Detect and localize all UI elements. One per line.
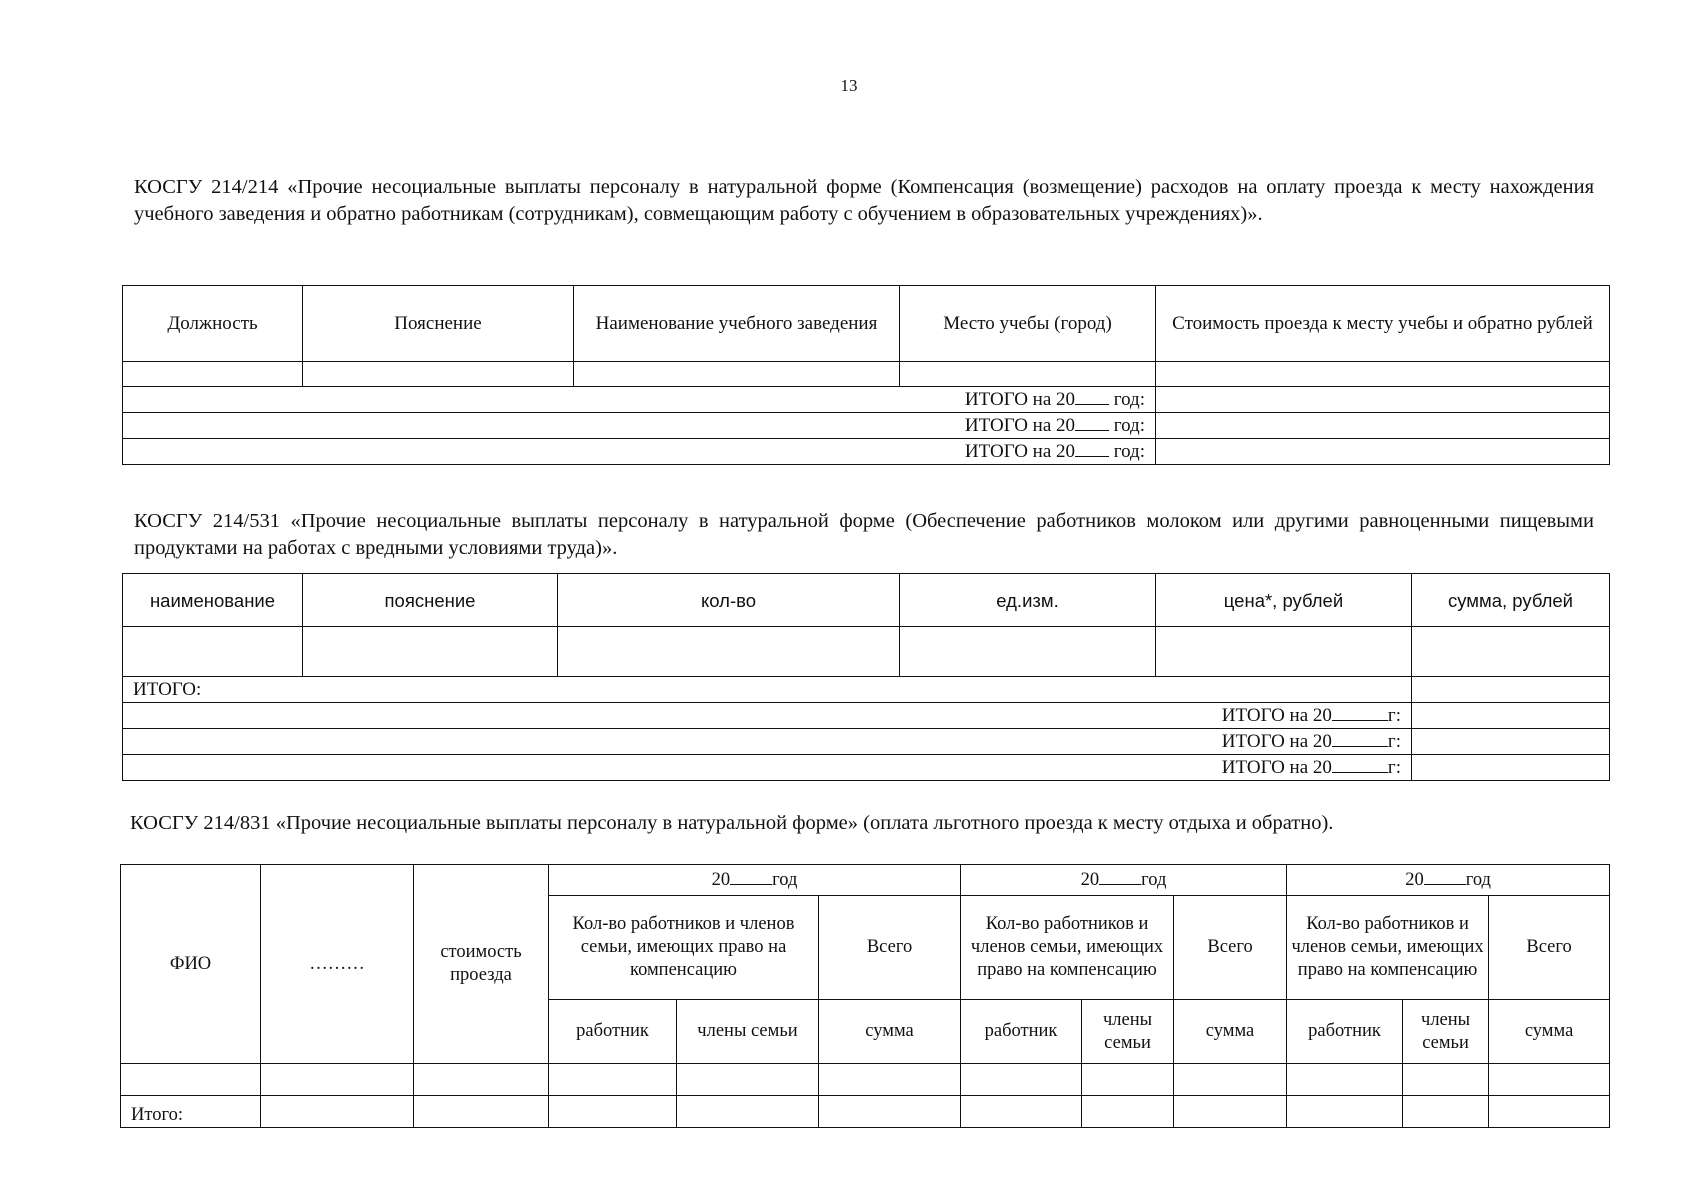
header-explanation: Пояснение (303, 286, 574, 362)
header-fio: ФИО (121, 865, 261, 1064)
section2-table (122, 573, 1610, 781)
table-cell (900, 627, 1156, 677)
sub-header-family: члены семьи (677, 1000, 819, 1064)
year-blank (730, 868, 772, 885)
table-cell (414, 1096, 549, 1128)
total-value (1412, 755, 1610, 781)
total-header-2: Всего (1174, 896, 1287, 1000)
year-blank (1099, 868, 1141, 885)
year-blank (1075, 414, 1109, 431)
table-cell (558, 627, 900, 677)
total-value (1412, 703, 1610, 729)
header-explanation: пояснение (303, 574, 558, 627)
total-value (1156, 439, 1610, 465)
year-header-2 (961, 865, 1287, 896)
section3-table (120, 864, 1610, 1128)
section1-paragraph: КОСГУ 214/214 «Прочие несоциальные выплаты персоналу в натуральной форме (Компенсация (возмещение) расходов на оплату проезда к месту нахождения учебного заведения и обратно работникам (сотрудникам), совмещающим работу с обучением в образовательных учреждениях)». (134, 176, 1594, 225)
year-blank (1332, 704, 1388, 721)
total-value (1412, 729, 1610, 755)
year-blank (1075, 388, 1109, 405)
table-cell (819, 1096, 961, 1128)
table-cell (1403, 1064, 1489, 1096)
table-cell (677, 1096, 819, 1128)
table-cell (961, 1096, 1082, 1128)
table-cell (1403, 1096, 1489, 1128)
eligible-count-header-1: Кол-во работников и членов семьи, имеющих право на компенсацию (549, 896, 819, 1000)
sub-header-worker: работник (961, 1000, 1082, 1064)
table-cell (574, 362, 900, 387)
sub-header-worker: работник (549, 1000, 677, 1064)
sub-header-worker: работник (1287, 1000, 1403, 1064)
total-header-1: Всего (819, 896, 961, 1000)
sub-header-sum: сумма (819, 1000, 961, 1064)
total-suffix: год: (1113, 441, 1145, 462)
sub-header-sum: сумма (1174, 1000, 1287, 1064)
table-cell (1156, 362, 1610, 387)
total-suffix: г: (1387, 757, 1401, 778)
table-cell (1082, 1096, 1174, 1128)
header-unit: ед.изм. (900, 574, 1156, 627)
table-cell (1412, 627, 1610, 677)
total-prefix: ИТОГО на 20 (1221, 731, 1332, 752)
year-blank (1424, 868, 1466, 885)
year-suffix: год (772, 870, 798, 890)
total-value (1156, 387, 1610, 413)
header-travel-cost: Стоимость проезда к месту учебы и обратно рублей (1156, 286, 1610, 362)
header-institution: Наименование учебного заведения (574, 286, 900, 362)
total-suffix: г: (1387, 705, 1401, 726)
page-number: 13 (840, 76, 858, 95)
table-cell (1489, 1064, 1610, 1096)
eligible-count-header-3: Кол-во работников и членов семьи, имеющих право на компенсацию (1287, 896, 1489, 1000)
total-row-label (123, 755, 1412, 781)
table-cell (303, 362, 574, 387)
year-prefix: 20 (1405, 870, 1424, 890)
total-prefix: ИТОГО на 20 (964, 389, 1076, 410)
header-travel-cost: стоимость проезда (414, 865, 549, 1064)
total-row-label (123, 387, 1156, 413)
year-header-3 (1287, 865, 1610, 896)
table-cell (1156, 627, 1412, 677)
total-row-label (123, 729, 1412, 755)
sub-header-family: члены семьи (1082, 1000, 1174, 1064)
table-cell (961, 1064, 1082, 1096)
total-value (1156, 413, 1610, 439)
header-position: Должность (123, 286, 303, 362)
header-price: цена*, рублей (1156, 574, 1412, 627)
table-cell (819, 1064, 961, 1096)
header-sum: сумма, рублей (1412, 574, 1610, 627)
total-header-3: Всего (1489, 896, 1610, 1000)
table-cell (1174, 1096, 1287, 1128)
table-cell (1287, 1064, 1403, 1096)
year-blank (1332, 730, 1388, 747)
sub-header-family: члены семьи (1403, 1000, 1489, 1064)
total-row-label (123, 439, 1156, 465)
year-blank (1075, 440, 1109, 457)
table-cell (1489, 1096, 1610, 1128)
table-cell (261, 1096, 414, 1128)
total-prefix: ИТОГО на 20 (1221, 757, 1332, 778)
year-suffix: год (1141, 870, 1167, 890)
table-cell (1287, 1096, 1403, 1128)
header-dots: ……… (261, 865, 414, 1064)
total-prefix: ИТОГО на 20 (1221, 705, 1332, 726)
table-cell (121, 1064, 261, 1096)
section3-paragraph: КОСГУ 214/831 «Прочие несоциальные выплаты персоналу в натуральной форме» (оплата льготного проезда к месту отдыха и обратно). (130, 812, 1334, 834)
section2-paragraph: КОСГУ 214/531 «Прочие несоциальные выплаты персоналу в натуральной форме (Обеспечение работников молоком или другими равноценными пищевыми продуктами на работах с вредными условиями труда)». (134, 510, 1594, 559)
total-suffix: г: (1387, 731, 1401, 752)
header-quantity: кол-во (558, 574, 900, 627)
header-study-city: Место учебы (город) (900, 286, 1156, 362)
year-header-1 (549, 865, 961, 896)
itogo-value (1412, 677, 1610, 703)
year-prefix: 20 (711, 870, 731, 890)
header-name: наименование (123, 574, 303, 627)
table-cell (261, 1064, 414, 1096)
table-cell (123, 362, 303, 387)
table-cell (900, 362, 1156, 387)
table-cell (677, 1064, 819, 1096)
itogo-label: ИТОГО: (123, 677, 1412, 703)
total-prefix: ИТОГО на 20 (964, 441, 1076, 462)
itogo-label: Итого: (121, 1096, 261, 1128)
sub-header-sum: сумма (1489, 1000, 1610, 1064)
table-cell (549, 1064, 677, 1096)
year-blank (1332, 756, 1388, 773)
section1-table (122, 285, 1610, 465)
table-cell (123, 627, 303, 677)
table-cell (414, 1064, 549, 1096)
table-cell (303, 627, 558, 677)
total-row-label (123, 703, 1412, 729)
table-cell (1082, 1064, 1174, 1096)
table-cell (1174, 1064, 1287, 1096)
total-row-label (123, 413, 1156, 439)
total-prefix: ИТОГО на 20 (964, 415, 1076, 436)
eligible-count-header-2: Кол-во работников и членов семьи, имеющих право на компенсацию (961, 896, 1174, 1000)
year-suffix: год (1465, 870, 1491, 890)
year-prefix: 20 (1080, 870, 1100, 890)
total-suffix: год: (1113, 389, 1145, 410)
table-cell (549, 1096, 677, 1128)
total-suffix: год: (1113, 415, 1145, 436)
